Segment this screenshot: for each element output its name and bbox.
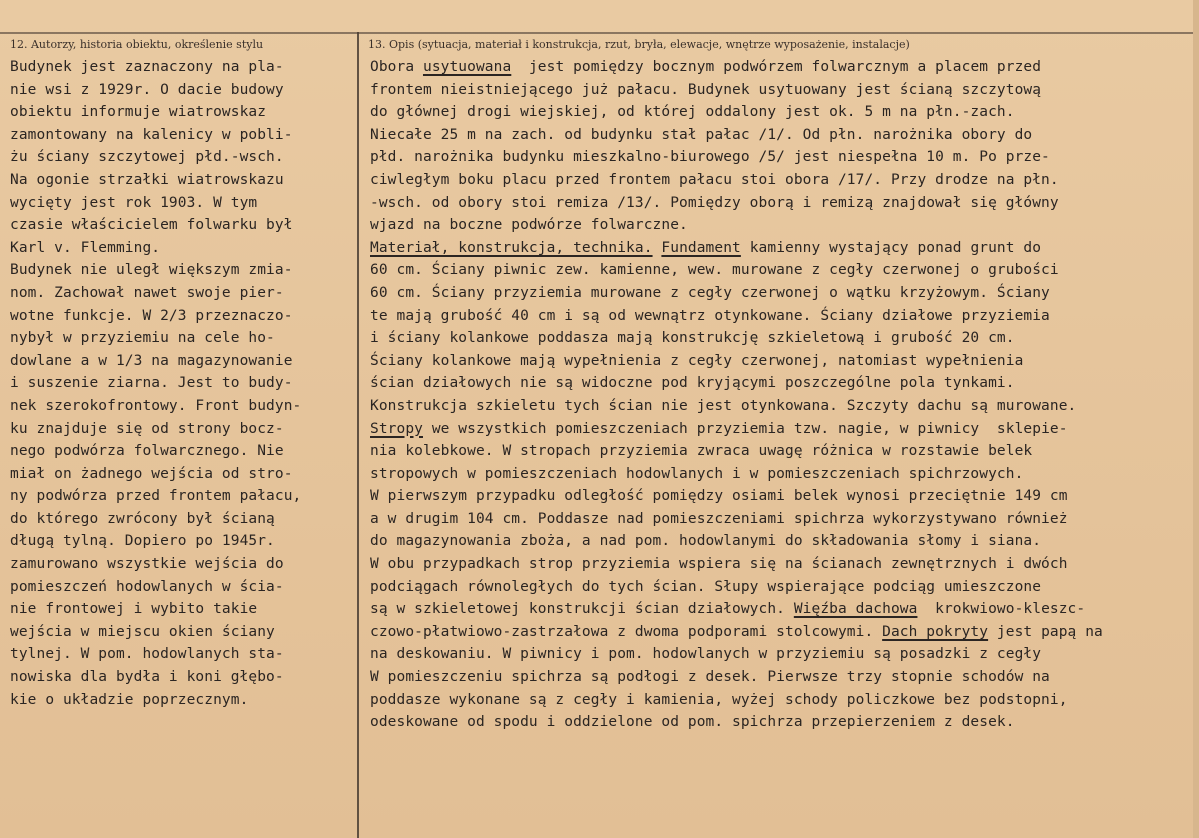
description-line (370, 463, 1198, 486)
text-segment: Obora (370, 59, 423, 75)
text-segment: we wszystkich pomieszczeniach przyziemia tzw. nagie, w piwnicy sklepie- (422, 420, 1068, 437)
description-line (370, 576, 1198, 599)
description-line (370, 305, 1198, 328)
text-segment: jest pomiędzy bocznym podwórzem folwarcznym a placem przed (511, 59, 1042, 75)
description-line (370, 440, 1198, 463)
description-line (370, 237, 1198, 260)
history-line: miał on żadnego wejścia od stro- (10, 465, 293, 482)
description-line (370, 259, 1198, 282)
history-line: długą tylną. Dopiero po 1945r. (10, 533, 275, 550)
text-segment: 60 cm. Ściany piwnic zew. kamienne, wew. murowane z cegły czerwonej o grubości (370, 262, 1059, 279)
text-segment: jest papą na (988, 623, 1103, 640)
description-line (370, 124, 1198, 147)
text-segment: krokwiowo-kleszc- (917, 601, 1086, 618)
text-segment: stropowych w pomieszczeniach hodowlanych i w pomieszczeniach spichrzowych. (370, 465, 1024, 482)
text-segment: na deskowaniu. W piwnicy i pom. hodowlanych w przyziemiu są posadzki z cegły (370, 646, 1042, 663)
underlined-term: Fundament (661, 239, 741, 256)
section-13-header: 13. Opis (sytuacja, materiał i konstrukcja, rzut, bryła, elewacje, wnętrze wyposażenie, instalacje) (368, 38, 910, 51)
history-line: ku znajduje się od strony bocz- (10, 420, 284, 437)
history-line: Budynek jest zaznaczony na pla- (10, 59, 284, 75)
text-segment: ścian działowych nie są widoczne pod kryjącymi poszczególne pola tynkami. (370, 375, 1015, 392)
history-line: wycięty jest rok 1903. W tym (10, 194, 258, 211)
history-line: obiektu informuje wiatrowskaz (10, 104, 267, 121)
description-line (370, 327, 1198, 350)
history-line: nom. Zachował nawet swoje pier- (10, 284, 284, 301)
history-text (10, 56, 355, 711)
underlined-term: usytuowana (422, 59, 512, 75)
description-line (370, 598, 1198, 621)
text-segment: są w szkieletowej konstrukcji ścian działowych. (370, 601, 794, 618)
history-line: nowiska dla bydła i koni głębo- (10, 669, 284, 686)
history-line: kie o układzie poprzecznym. (10, 691, 249, 708)
text-segment: wjazd na boczne podwórze folwarczne. (370, 217, 688, 234)
description-line (370, 643, 1198, 666)
text-segment: płd. narożnika budynku mieszkalno-biurowego /5/ jest niespełna 10 m. Po prze- (370, 149, 1050, 166)
history-line: wejścia w miejscu okien ściany (10, 623, 275, 640)
description-line (370, 711, 1198, 734)
text-segment: nia kolebkowe. W stropach przyziemia zwraca uwagę różnica w rozstawie belek (370, 443, 1033, 460)
description-line (370, 192, 1198, 215)
description-line (370, 485, 1198, 508)
text-segment: frontem nieistniejącego już pałacu. Budynek usytuowany jest ścianą szczytową (370, 81, 1042, 98)
description-line (370, 666, 1198, 689)
history-line: Karl v. Flemming. (10, 239, 161, 256)
history-line: nie wsi z 1929r. O dacie budowy (10, 81, 284, 98)
underlined-term: Materiał, konstrukcja, technika. (370, 239, 653, 256)
description-line (370, 79, 1198, 102)
history-line: Na ogonie strzałki wiatrowskazu (10, 171, 284, 188)
text-segment: W pomieszczeniu spichrza są podłogi z desek. Pierwsze trzy stopnie schodów na (370, 669, 1050, 686)
description-line (370, 530, 1198, 553)
description-line (370, 101, 1198, 124)
text-segment: kamienny wystający ponad grunt do (740, 239, 1042, 256)
history-line: pomieszczeń hodowlanych w ścia- (10, 578, 284, 595)
text-segment: i ściany kolankowe poddasza mają konstrukcję szkieletową i grubość 20 cm. (370, 330, 1015, 347)
history-line: Budynek nie uległ większym zmia- (10, 262, 293, 279)
section-12-header: 12. Autorzy, historia obiektu, określenie stylu (10, 38, 264, 51)
history-line: zamurowano wszystkie wejścia do (10, 556, 284, 573)
description-line (370, 56, 1198, 79)
text-segment: do magazynowania zboża, a nad pom. hodowlanymi do składowania słomy i siana. (370, 533, 1042, 550)
description-line (370, 282, 1198, 305)
underlined-term: Dach pokryty (882, 623, 989, 640)
description-line (370, 689, 1198, 712)
text-segment: do głównej drogi wiejskiej, od której oddalony jest ok. 5 m na płn.-zach. (370, 104, 1015, 121)
underlined-term: Stropy (370, 420, 423, 437)
history-line: dowlane a w 1/3 na magazynowanie (10, 352, 293, 369)
text-segment: Ściany kolankowe mają wypełnienia z cegły czerwonej, natomiast wypełnienia (370, 352, 1024, 369)
description-line (370, 169, 1198, 192)
description-line (370, 372, 1198, 395)
text-segment: te mają grubość 40 cm i są od wewnątrz otynkowane. Ściany działowe przyziemia (370, 307, 1050, 324)
text-segment: 60 cm. Ściany przyziemia murowane z cegły czerwonej o wątku krzyżowym. Ściany (370, 284, 1050, 301)
description-line (370, 508, 1198, 531)
text-segment: Niecałe 25 m na zach. od budynku stał pałac /1/. Od płn. narożnika obory do (370, 126, 1033, 143)
text-segment: -wsch. od obory stoi remiza /13/. Pomiędzy oborą i remizą znajdował się główny (370, 194, 1059, 211)
text-segment: poddasze wykonane są z cegły i kamienia, wyżej schody policzkowe bez podstopni, (370, 691, 1068, 708)
description-line (370, 418, 1198, 441)
top-rule (0, 32, 1199, 34)
description-line (370, 214, 1198, 237)
description-line (370, 395, 1198, 418)
history-line: żu ściany szczytowej płd.-wsch. (10, 149, 284, 166)
history-line: i suszenie ziarna. Jest to budy- (10, 375, 293, 392)
text-segment: Konstrukcja szkieletu tych ścian nie jest otynkowana. Szczyty dachu są murowane. (370, 397, 1077, 414)
text-segment: czowo-płatwiowo-zastrzałowa z dwoma podporami stolcowymi. (370, 623, 883, 640)
history-line: tylnej. W pom. hodowlanych sta- (10, 646, 284, 663)
history-line: ny podwórza przed frontem pałacu, (10, 488, 302, 505)
underlined-term: Więźba dachowa (793, 601, 918, 618)
description-line (370, 146, 1198, 169)
description-line (370, 621, 1198, 644)
text-segment: odeskowane od spodu i oddzielone od pom. spichrza przepierzeniem z desek. (370, 714, 1015, 731)
history-line: czasie właścicielem folwarku był (10, 217, 293, 234)
text-segment: a w drugim 104 cm. Poddasze nad pomieszczeniami spichrza wykorzystywano również (370, 510, 1068, 527)
history-line: nybył w przyziemiu na cele ho- (10, 330, 275, 347)
text-segment: W obu przypadkach strop przyziemia wspiera się na ścianach zewnętrznych i dwóch (370, 556, 1068, 573)
text-segment: ciwległym boku placu przed frontem pałacu stoi obora /17/. Przy drodze na płn. (370, 171, 1059, 188)
history-line: nie frontowej i wybito takie (10, 601, 258, 618)
text-segment: W pierwszym przypadku odległość pomiędzy osiami belek wynosi przeciętnie 149 cm (370, 488, 1068, 505)
history-line: nek szerokofrontowy. Front budyn- (10, 397, 302, 414)
description-line (370, 350, 1198, 373)
history-line: wotne funkcje. W 2/3 przeznaczo- (10, 307, 293, 324)
text-segment: podciągach równoległych do tych ścian. Słupy wspierające podciąg umieszczone (370, 578, 1042, 595)
description-line (370, 553, 1198, 576)
column-divider (357, 32, 359, 838)
description-text (370, 56, 1198, 734)
history-line: do którego zwrócony był ścianą (10, 510, 275, 527)
history-line: nego podwórza folwarcznego. Nie (10, 443, 284, 460)
history-line: zamontowany na kalenicy w pobli- (10, 126, 293, 143)
